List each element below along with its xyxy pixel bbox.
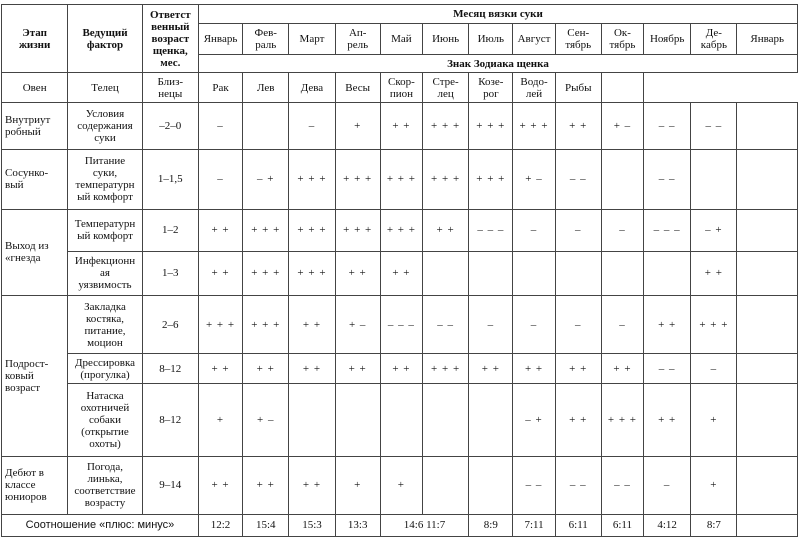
- empty-cell: [737, 354, 798, 384]
- sign-header: Овен: [2, 73, 68, 103]
- rating-cell: + –: [335, 296, 380, 354]
- rating-cell: + +: [380, 103, 422, 149]
- ratio-row: [2, 514, 798, 536]
- rating-cell: + + +: [691, 296, 737, 354]
- month-header: Январь: [198, 24, 242, 55]
- rating-cell: [423, 251, 469, 295]
- rating-cell: + +: [380, 251, 422, 295]
- table-row: [2, 103, 798, 149]
- stage-cell-junior-debut: Дебют в классе юниоров: [2, 456, 68, 514]
- age-cell: 9–14: [142, 456, 198, 514]
- rating-cell: + + +: [380, 149, 422, 209]
- rating-cell: + + +: [335, 209, 380, 251]
- rating-cell: + + +: [243, 209, 289, 251]
- rating-cell: – –: [555, 149, 601, 209]
- rating-cell: + +: [380, 354, 422, 384]
- rating-cell: –: [513, 209, 555, 251]
- rating-cell: +: [380, 456, 422, 514]
- rating-cell: [601, 149, 643, 209]
- rating-cell: + + +: [380, 209, 422, 251]
- rating-cell: +: [691, 384, 737, 456]
- rating-cell: + +: [198, 209, 242, 251]
- month-header: Январь: [737, 24, 798, 55]
- rating-cell: + +: [691, 251, 737, 295]
- empty-cell: [601, 73, 643, 103]
- rating-cell: – +: [691, 209, 737, 251]
- factor-cell: Натаска охотничей собаки (открытие охоты): [68, 384, 142, 456]
- month-header: Август: [513, 24, 555, 55]
- ratio-value: 8:7: [691, 514, 737, 536]
- rating-cell: + +: [289, 354, 335, 384]
- rating-cell: + +: [423, 209, 469, 251]
- header-sign-group: Знак Зодиака щенка: [198, 55, 797, 73]
- rating-cell: + +: [555, 354, 601, 384]
- factor-cell: Температурн ый комфорт: [68, 209, 142, 251]
- rating-cell: + +: [198, 354, 242, 384]
- empty-cell: [737, 209, 798, 251]
- age-cell: 1–3: [142, 251, 198, 295]
- age-cell: 8–12: [142, 384, 198, 456]
- ratio-value: 12:2: [198, 514, 242, 536]
- rating-cell: [555, 251, 601, 295]
- header-month-group: Месяц вязки суки: [198, 5, 797, 24]
- rating-cell: + +: [198, 456, 242, 514]
- rating-cell: –: [469, 296, 513, 354]
- ratio-label: Соотношение «плюс: минус»: [2, 514, 199, 536]
- factor-cell: Закладка костяка, питание, моцион: [68, 296, 142, 354]
- month-header: Ок- тябрь: [601, 24, 643, 55]
- rating-cell: –: [289, 103, 335, 149]
- month-header: Ап- рель: [335, 24, 380, 55]
- ratio-value: 6:11: [555, 514, 601, 536]
- table-row: [2, 354, 798, 384]
- rating-cell: – +: [513, 384, 555, 456]
- rating-cell: [601, 251, 643, 295]
- rating-cell: [243, 103, 289, 149]
- age-cell: 8–12: [142, 354, 198, 384]
- rating-cell: –: [601, 296, 643, 354]
- rating-cell: – –: [423, 296, 469, 354]
- sign-header: Рак: [198, 73, 242, 103]
- rating-cell: + +: [335, 251, 380, 295]
- rating-cell: + + +: [243, 296, 289, 354]
- rating-cell: +: [691, 456, 737, 514]
- rating-cell: –: [555, 209, 601, 251]
- empty-cell: [737, 103, 798, 149]
- month-header: Май: [380, 24, 422, 55]
- rating-cell: – +: [243, 149, 289, 209]
- month-header: Де- кабрь: [691, 24, 737, 55]
- rating-cell: – –: [601, 456, 643, 514]
- empty-cell: [737, 251, 798, 295]
- rating-cell: [423, 456, 469, 514]
- rating-cell: + –: [601, 103, 643, 149]
- table-row: [2, 456, 798, 514]
- rating-cell: + +: [555, 384, 601, 456]
- rating-cell: [644, 251, 691, 295]
- rating-cell: –: [198, 103, 242, 149]
- rating-cell: + + +: [243, 251, 289, 295]
- stage-cell-adolescent: Подрост- ковый возраст: [2, 296, 68, 457]
- rating-cell: – – –: [469, 209, 513, 251]
- table-row: [2, 296, 798, 354]
- ratio-value: 4:12: [644, 514, 691, 536]
- age-cell: –2–0: [142, 103, 198, 149]
- sign-header: Стре- лец: [423, 73, 469, 103]
- rating-cell: + + +: [469, 103, 513, 149]
- factor-cell: Условия содержания суки: [68, 103, 142, 149]
- rating-cell: [469, 456, 513, 514]
- month-header: Июль: [469, 24, 513, 55]
- rating-cell: + –: [513, 149, 555, 209]
- rating-cell: [691, 149, 737, 209]
- table-row: [2, 384, 798, 456]
- rating-cell: + +: [335, 354, 380, 384]
- rating-cell: + +: [243, 354, 289, 384]
- rating-cell: – –: [644, 354, 691, 384]
- rating-cell: + +: [198, 251, 242, 295]
- rating-cell: +: [335, 456, 380, 514]
- rating-cell: + + +: [289, 149, 335, 209]
- table-row: [2, 149, 798, 209]
- age-cell: 1–1,5: [142, 149, 198, 209]
- month-header: Фев- раль: [243, 24, 289, 55]
- sign-header: Рыбы: [555, 73, 601, 103]
- ratio-value: 13:3: [335, 514, 380, 536]
- rating-cell: + +: [243, 456, 289, 514]
- stage-cell-leaving-nest: Выход из «гнезда: [2, 209, 68, 295]
- rating-cell: – –: [513, 456, 555, 514]
- month-header: Март: [289, 24, 335, 55]
- rating-cell: + + +: [513, 103, 555, 149]
- rating-cell: –: [555, 296, 601, 354]
- rating-cell: [469, 251, 513, 295]
- rating-cell: – –: [644, 149, 691, 209]
- sign-header: Водо- лей: [513, 73, 555, 103]
- rating-cell: + +: [644, 296, 691, 354]
- sign-header: Скор- пион: [380, 73, 422, 103]
- sign-header: Дева: [289, 73, 335, 103]
- rating-cell: + +: [513, 354, 555, 384]
- rating-cell: –: [644, 456, 691, 514]
- rating-cell: +: [198, 384, 242, 456]
- table-row: [2, 209, 798, 251]
- rating-cell: + + +: [289, 251, 335, 295]
- sign-header: Телец: [68, 73, 142, 103]
- month-header: Сен- тябрь: [555, 24, 601, 55]
- rating-cell: + + +: [469, 149, 513, 209]
- empty-cell: [737, 456, 798, 514]
- sign-header: Козе- рог: [469, 73, 513, 103]
- rating-cell: + + +: [335, 149, 380, 209]
- ratio-value: 6:11: [601, 514, 643, 536]
- rating-cell: + +: [601, 354, 643, 384]
- month-header: Ноябрь: [644, 24, 691, 55]
- rating-cell: [380, 384, 422, 456]
- rating-cell: [289, 384, 335, 456]
- header-factor: Ведущий фактор: [68, 5, 142, 73]
- rating-cell: + +: [469, 354, 513, 384]
- header-age: Ответст венный возраст щенка, мес.: [142, 5, 198, 73]
- empty-cell: [737, 296, 798, 354]
- factor-cell: Дрессировка (прогулка): [68, 354, 142, 384]
- month-header: Июнь: [423, 24, 469, 55]
- sign-header: Близ- нецы: [142, 73, 198, 103]
- rating-cell: – – –: [380, 296, 422, 354]
- rating-cell: [423, 384, 469, 456]
- zodiac-breeding-table: [1, 4, 798, 537]
- factor-cell: Погода, линька, соответствие возрасту: [68, 456, 142, 514]
- age-cell: 1–2: [142, 209, 198, 251]
- rating-cell: + –: [243, 384, 289, 456]
- rating-cell: –: [513, 296, 555, 354]
- rating-cell: + + +: [601, 384, 643, 456]
- header-stage: Этап жизни: [2, 5, 68, 73]
- rating-cell: + + +: [423, 149, 469, 209]
- empty-cell: [737, 514, 798, 536]
- ratio-value: 15:4: [243, 514, 289, 536]
- rating-cell: – –: [644, 103, 691, 149]
- rating-cell: [335, 384, 380, 456]
- rating-cell: – – –: [644, 209, 691, 251]
- factor-cell: Питание суки, температурн ый комфорт: [68, 149, 142, 209]
- age-cell: 2–6: [142, 296, 198, 354]
- stage-cell-intrauterine: Внутриут робный: [2, 103, 68, 149]
- rating-cell: – –: [691, 103, 737, 149]
- table-row: [2, 251, 798, 295]
- rating-cell: + +: [555, 103, 601, 149]
- ratio-value: 14:6 11:7: [380, 514, 468, 536]
- rating-cell: + + +: [198, 296, 242, 354]
- rating-cell: – –: [555, 456, 601, 514]
- sign-header: Лев: [243, 73, 289, 103]
- empty-cell: [737, 384, 798, 456]
- sign-header: Весы: [335, 73, 380, 103]
- rating-cell: –: [198, 149, 242, 209]
- rating-cell: + +: [289, 296, 335, 354]
- rating-cell: + +: [289, 456, 335, 514]
- rating-cell: –: [691, 354, 737, 384]
- ratio-value: 15:3: [289, 514, 335, 536]
- rating-cell: [513, 251, 555, 295]
- ratio-value: 7:11: [513, 514, 555, 536]
- rating-cell: [469, 384, 513, 456]
- ratio-value: 8:9: [469, 514, 513, 536]
- rating-cell: –: [601, 209, 643, 251]
- sign-header-row: [2, 73, 798, 103]
- stage-cell-suckling: Сосунко- вый: [2, 149, 68, 209]
- empty-cell: [737, 149, 798, 209]
- rating-cell: + +: [644, 384, 691, 456]
- rating-cell: + + +: [289, 209, 335, 251]
- rating-cell: + + +: [423, 103, 469, 149]
- rating-cell: +: [335, 103, 380, 149]
- factor-cell: Инфекционн ая уязвимость: [68, 251, 142, 295]
- rating-cell: + + +: [423, 354, 469, 384]
